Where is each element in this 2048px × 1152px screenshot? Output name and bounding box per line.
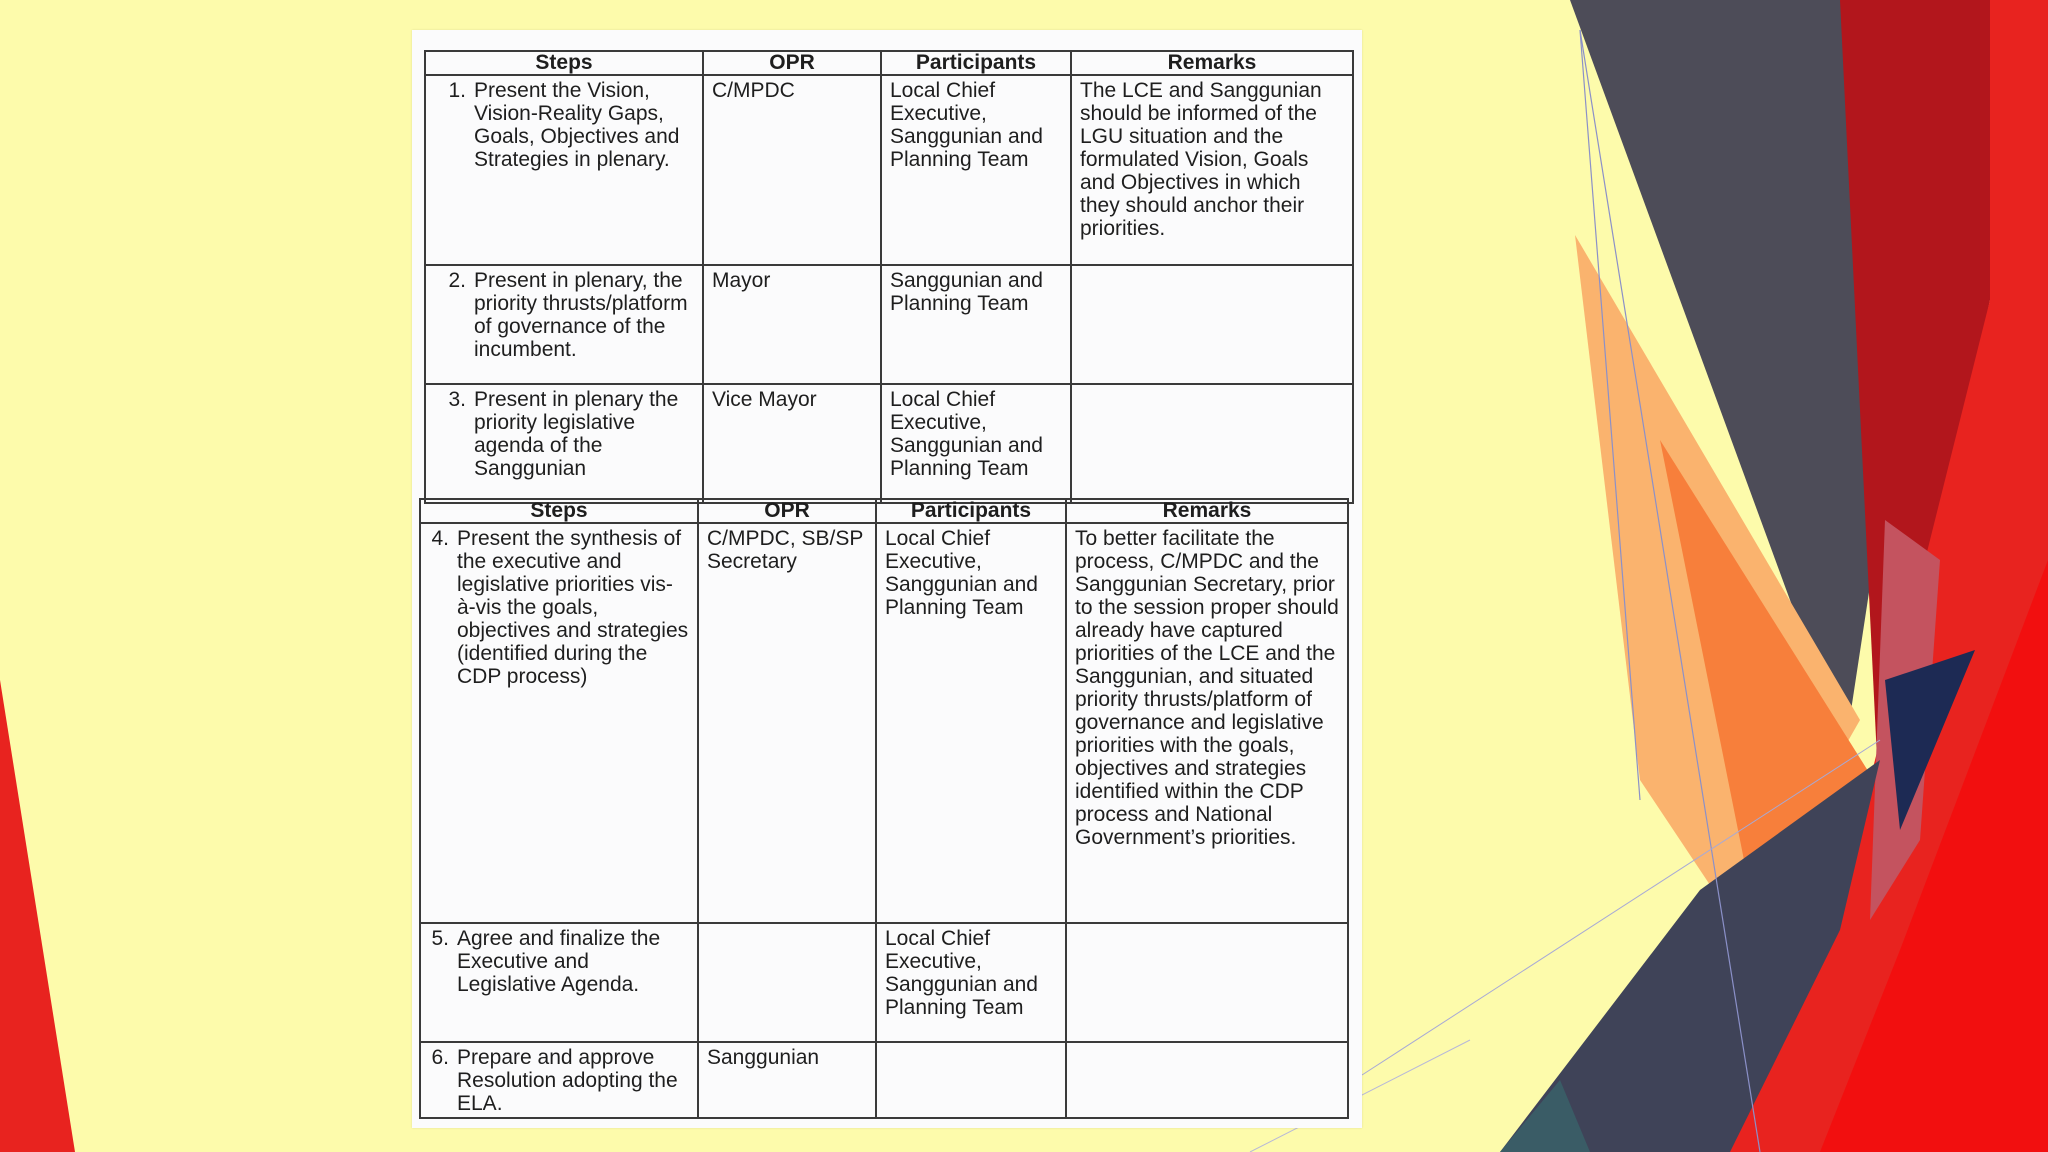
- remarks-cell: [1066, 1042, 1348, 1118]
- participants-header: Participants: [876, 499, 1066, 523]
- step-cell: [425, 75, 703, 265]
- participants-cell: Local Chief Executive, Sanggunian and Planning Team: [881, 75, 1071, 265]
- remarks-cell: [1071, 265, 1353, 384]
- step-number: 2.: [448, 269, 466, 292]
- participants-cell: Local Chief Executive, Sanggunian and Planning Team: [881, 384, 1071, 503]
- opr-header: OPR: [698, 499, 876, 523]
- opr-cell: Mayor: [703, 265, 881, 384]
- step-text: Prepare and approve Resolution adopting the ELA.: [457, 1046, 678, 1115]
- step-text: Present in plenary, the priority thrusts/platform of governance of the incumbent.: [474, 269, 688, 361]
- table-row: [425, 265, 1353, 384]
- table-row: [425, 75, 1353, 265]
- participants-cell: Local Chief Executive, Sanggunian and Planning Team: [876, 523, 1066, 923]
- remarks-header: Remarks: [1066, 499, 1348, 523]
- opr-cell: Sanggunian: [698, 1042, 876, 1118]
- table-row: [420, 1042, 1348, 1118]
- opr-cell: [698, 923, 876, 1042]
- opr-cell: C/MPDC: [703, 75, 881, 265]
- step-cell: [420, 523, 698, 923]
- participants-cell: Local Chief Executive, Sanggunian and Planning Team: [876, 923, 1066, 1042]
- step-number: 3.: [448, 388, 466, 411]
- step-number: 1.: [448, 79, 466, 102]
- step-number: 5.: [431, 927, 449, 950]
- scanned-document: [412, 30, 1362, 1128]
- step-cell: [420, 923, 698, 1042]
- step-cell: [425, 384, 703, 503]
- table-row: [420, 923, 1348, 1042]
- opr-cell: C/MPDC, SB/SP Secretary: [698, 523, 876, 923]
- opr-cell: Vice Mayor: [703, 384, 881, 503]
- remarks-cell: [1066, 923, 1348, 1042]
- remarks-cell: [1071, 384, 1353, 503]
- step-text: Agree and finalize the Executive and Legislative Agenda.: [457, 927, 661, 996]
- step-cell: [425, 265, 703, 384]
- step-text: Present the Vision, Vision-Reality Gaps, Goals, Objectives and Strategies in plenary.: [474, 79, 680, 171]
- participants-header: Participants: [881, 51, 1071, 75]
- agenda-table-part-2: [419, 498, 1349, 1119]
- steps-header: Steps: [425, 51, 703, 75]
- steps-header: Steps: [420, 499, 698, 523]
- step-cell: [420, 1042, 698, 1118]
- table-header-row: [420, 499, 1348, 523]
- step-number: 4.: [431, 527, 449, 550]
- left-red-triangle: [0, 680, 75, 1152]
- remarks-cell: To better facilitate the process, C/MPDC and the Sanggunian Secretary, prior to the session proper should already have captured priorities of the LCE and the Sanggunian, and situated priority thrusts/platform of governance and legislative priorities with the goals, objectives and strategies identified within the CDP process and National Government’s priorities.: [1066, 523, 1348, 923]
- agenda-table-part-1: [424, 50, 1354, 504]
- step-number: 6.: [431, 1046, 449, 1069]
- participants-cell: [876, 1042, 1066, 1118]
- table-header-row: [425, 51, 1353, 75]
- participants-cell: Sanggunian and Planning Team: [881, 265, 1071, 384]
- opr-header: OPR: [703, 51, 881, 75]
- step-text: Present the synthesis of the executive and legislative priorities vis-à-vis the goals, objectives and strategies (identified during the CDP process): [457, 527, 689, 688]
- table-row: [420, 523, 1348, 923]
- remarks-header: Remarks: [1071, 51, 1353, 75]
- table-row: [425, 384, 1353, 503]
- step-text: Present in plenary the priority legislative agenda of the Sanggunian: [474, 388, 679, 480]
- remarks-cell: The LCE and Sanggunian should be informed of the LGU situation and the formulated Vision, Goals and Objectives in which they should anchor their priorities.: [1071, 75, 1353, 265]
